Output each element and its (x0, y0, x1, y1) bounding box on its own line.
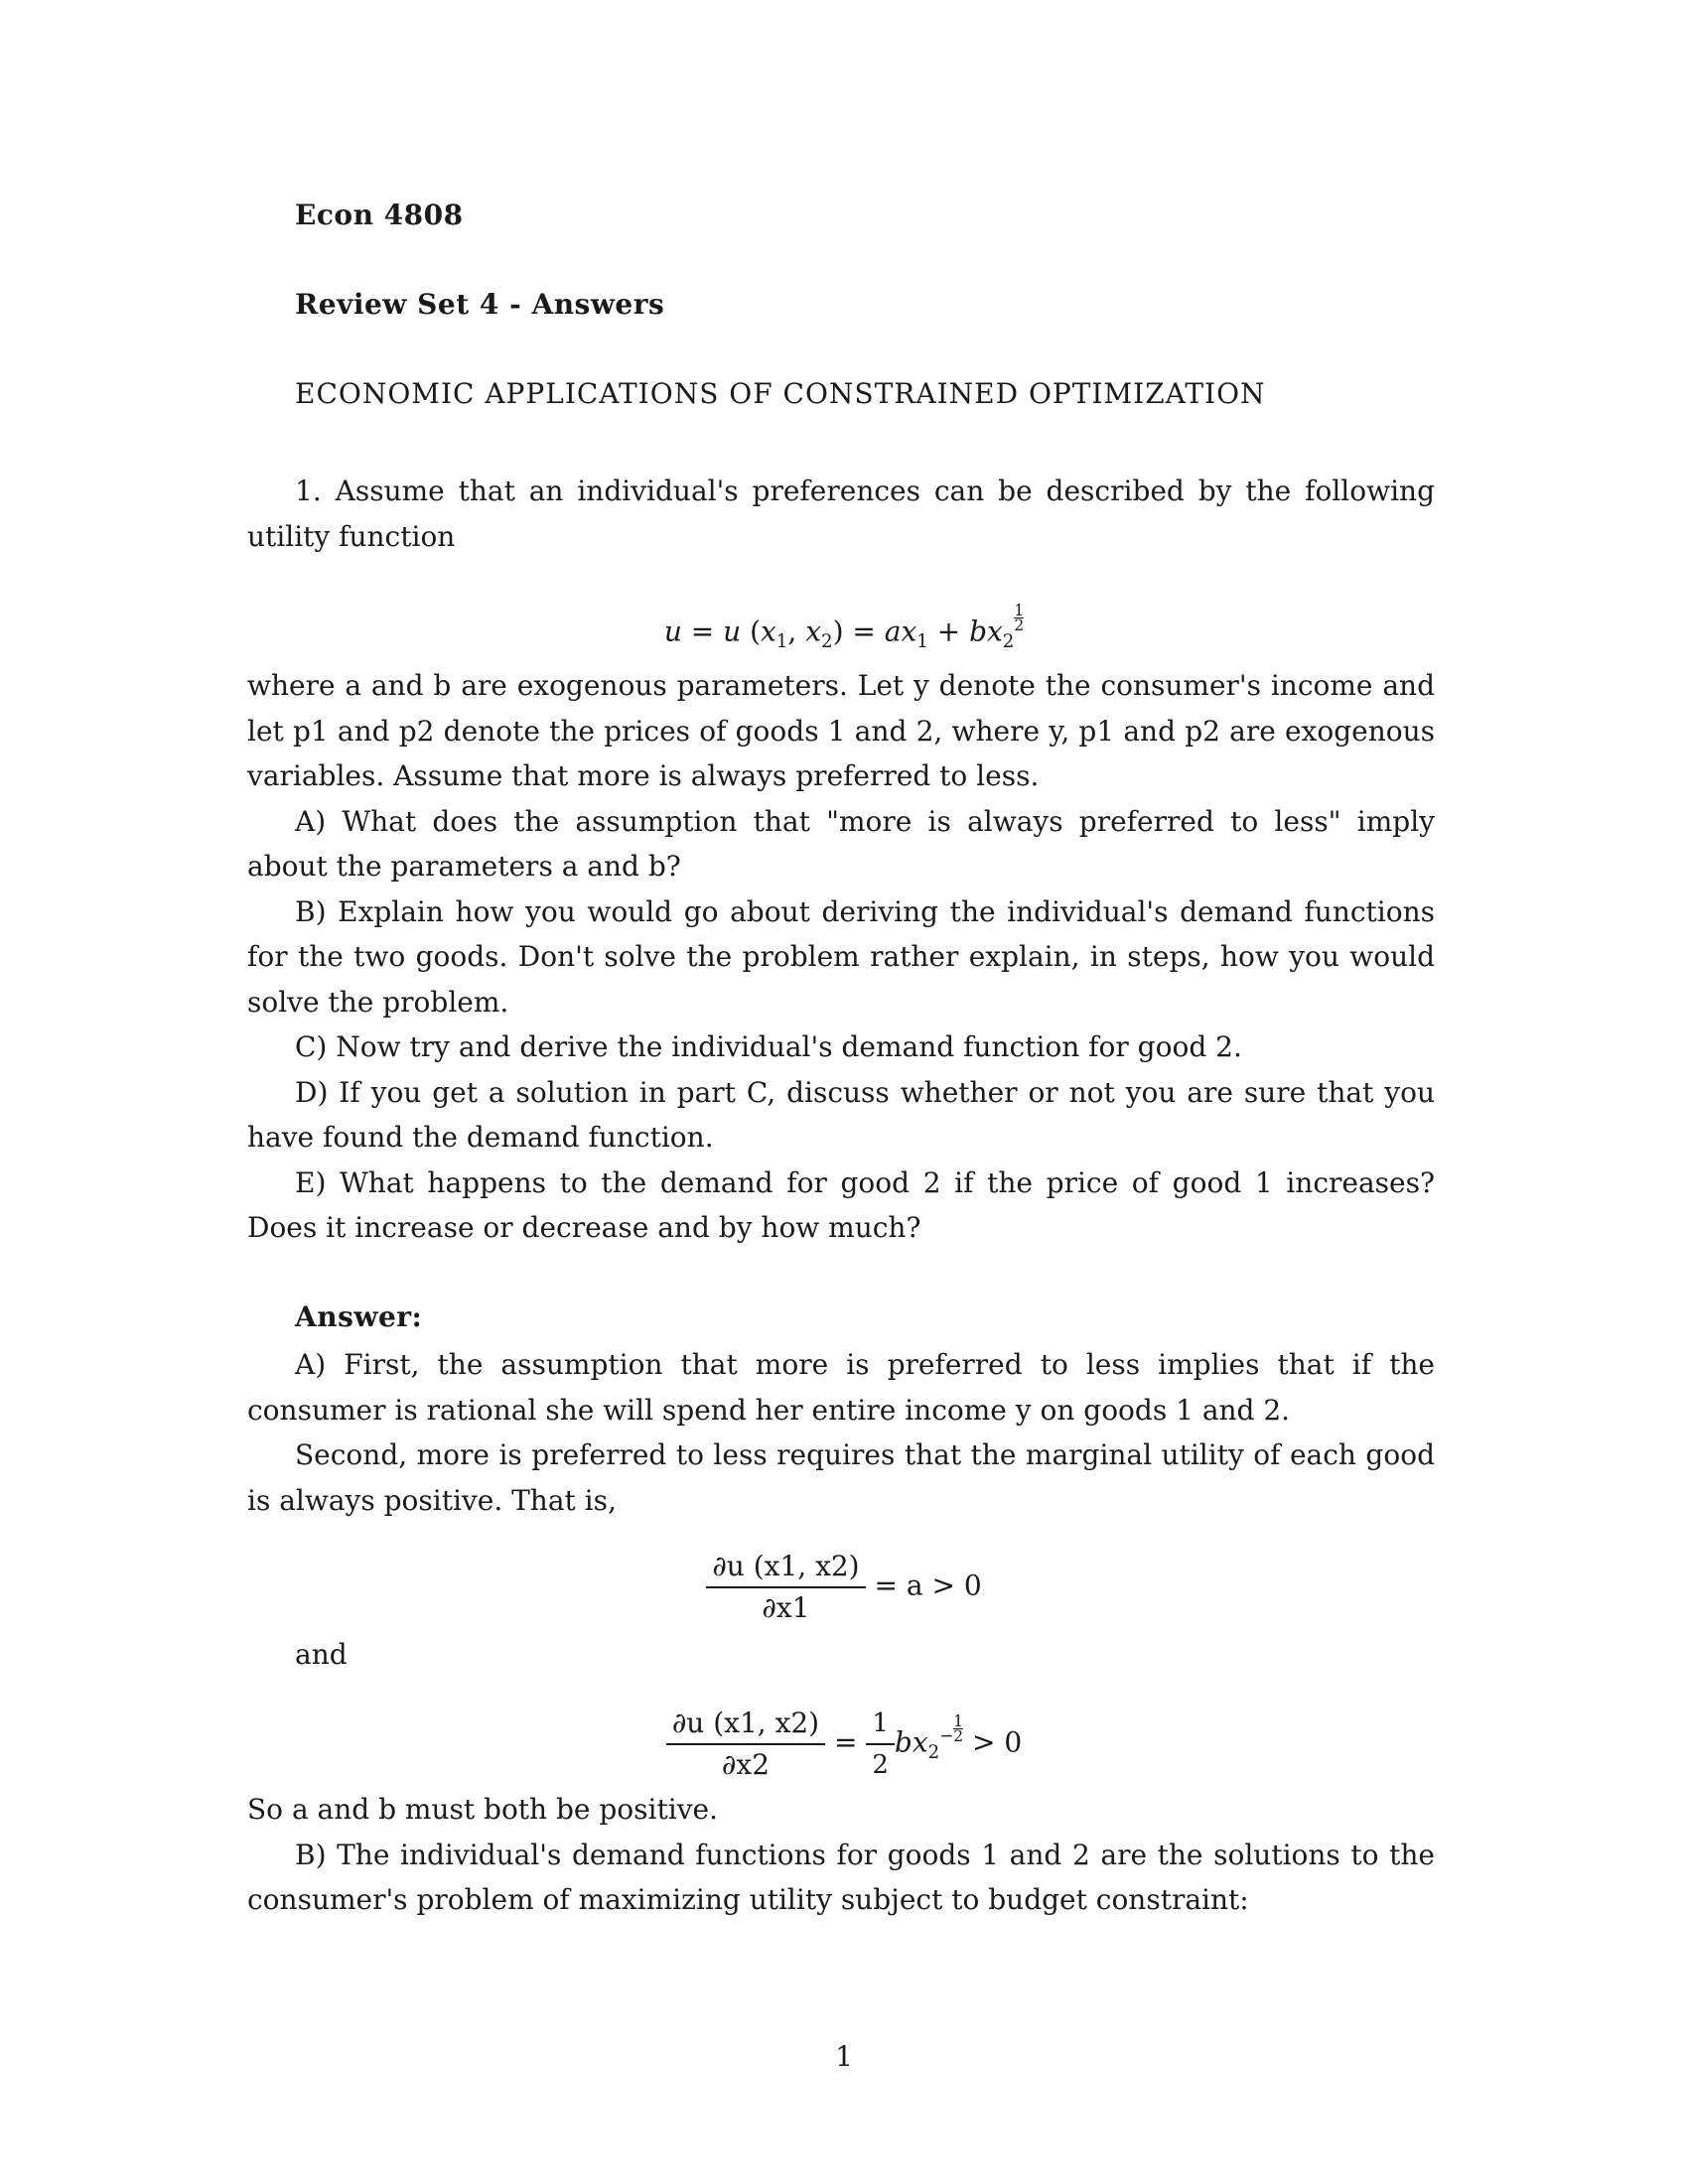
eq1-numerator: ∂u (x1, x2) (706, 1547, 865, 1588)
answer-conclusion (247, 1787, 1435, 1923)
eq2-rhs: > 0 (971, 1725, 1023, 1759)
answer-a-second: Second, more is preferred to less requires that the marginal utility of each good is always positive. That is, (247, 1438, 1435, 1517)
eq1-rhs: = a > 0 (874, 1569, 982, 1602)
exponent-half: $\frac{1}{2}$ (1014, 602, 1025, 634)
answer-body (247, 1342, 1435, 1523)
part-d: D) If you get a solution in part C, discuss whether or not you are sure that you have found the demand function. (247, 1075, 1435, 1154)
page-number: 1 (835, 2040, 853, 2073)
set-title: Review Set 4 - Answers (295, 288, 665, 321)
question-intro (247, 469, 1435, 559)
part-e: E) What happens to the demand for good 2 if the price of good 1 increases? Does it increase or decrease and by how much? (247, 1165, 1435, 1244)
part-a: A) What does the assumption that "more is always preferred to less" imply about the parameters a and b? (247, 804, 1435, 883)
answer-label: Answer: (295, 1300, 423, 1333)
marginal-utility-eq1 (0, 1547, 1688, 1628)
question-body (247, 663, 1435, 1251)
eq1-denominator: ∂x1 (762, 1591, 810, 1624)
eq2-numerator: ∂u (x1, x2) (666, 1704, 825, 1745)
question-intro-text: 1. Assume that an individual's preferences can be described by the following utility function (247, 475, 1435, 553)
utility-equation: u = u ($x_1$, $x_2) = ax_1 + bx_2$ $\frac{1}{2}$ (663, 602, 1025, 652)
course-title: Econ 4808 (295, 199, 464, 231)
part-b: B) Explain how you would go about deriving the individual's demand functions for the two goods. Don't solve the problem rather explain, in steps, how you would solve the problem. (247, 894, 1435, 1019)
part-c: C) Now try and derive the individual's demand function for good 2. (295, 1030, 1242, 1063)
so-text: So a and b must both be positive. (247, 1793, 718, 1826)
section-title: ECONOMIC APPLICATIONS OF CONSTRAINED OPTIMIZATION (295, 377, 1266, 410)
marginal-utility-eq2: $\frac{\partial u (x1, x2)}{\partial x2}$ = $\frac{1}{2}$ $bx_2^-$ $\frac{1}{2}$ > 0 (0, 1704, 1688, 1785)
answer-b: B) The individual's demand functions for goods 1 and 2 are the solutions to the consumer's problem of maximizing utility subject to budget constraint: (247, 1838, 1435, 1916)
and-text: and (295, 1638, 348, 1671)
answer-a-first: A) First, the assumption that more is preferred to less implies that if the consumer is rational she will spend her entire income y on goods 1 and 2. (247, 1348, 1435, 1427)
eq2-denominator: ∂x2 (721, 1748, 771, 1781)
where-paragraph: where a and b are exogenous parameters. Let y denote the consumer's income and let p1 and p2 denote the prices of goods 1 and 2, where y, p1 and p2 are exogenous variables. Assume that more is always preferred to less. (247, 669, 1435, 792)
